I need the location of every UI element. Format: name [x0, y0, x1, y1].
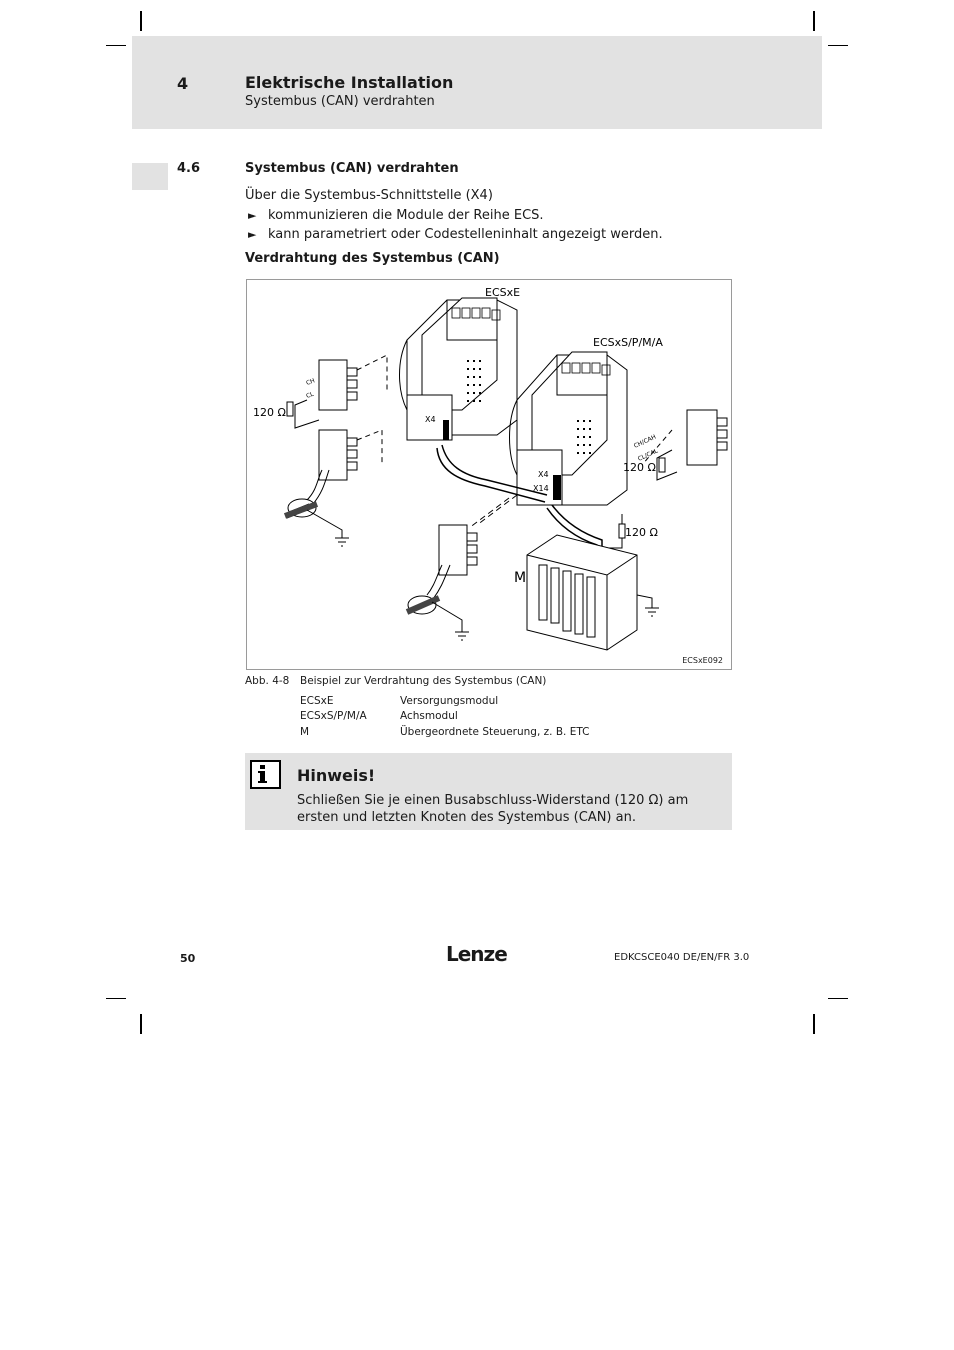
caption-text: Beispiel zur Verdrahtung des Systembus (CAN) [300, 675, 547, 687]
label-ch-left: CH [305, 377, 316, 387]
controller-m [527, 535, 659, 650]
wiring-diagram [247, 280, 733, 671]
figure-id: ECSxE092 [682, 656, 723, 665]
ecsxe-module [400, 298, 518, 440]
connector-bottom [427, 525, 477, 599]
chapter-subtitle: Systembus (CAN) verdrahten [245, 94, 435, 109]
note-box [245, 753, 732, 830]
section-title: Systembus (CAN) verdrahten [245, 161, 459, 176]
legend-term: ECSxE [300, 695, 334, 707]
ecsxs-module [510, 352, 628, 505]
header-band [132, 36, 822, 129]
bullet-item [248, 208, 544, 223]
intro-text: Über die Systembus-Schnittstelle (X4) [245, 188, 493, 203]
label-ch-right: CH/CAH [632, 433, 658, 450]
crop-mark [140, 11, 142, 31]
label-ecsxs: ECSxS/P/M/A [593, 336, 663, 349]
subheading: Verdrahtung des Systembus (CAN) [245, 251, 500, 266]
note-title: Hinweis! [297, 766, 376, 785]
crop-mark [828, 45, 848, 46]
lenze-logo: Lenze [446, 942, 507, 966]
connector-left-top [295, 360, 357, 428]
cable-bottom [407, 596, 469, 640]
label-ecsxe: ECSxE [485, 286, 521, 299]
label-x14: X14 [533, 484, 549, 493]
label-x4-right: X4 [538, 470, 549, 479]
label-cl-right: CL/CAL [636, 447, 660, 463]
wiring-figure [246, 279, 732, 670]
bullet-item [248, 227, 663, 242]
legend-term: M [300, 726, 310, 738]
label-120-ohm-bottom: 120 Ω [625, 526, 658, 539]
caption-number: Abb. 4-8 [245, 675, 290, 687]
crop-mark [813, 1014, 815, 1034]
info-icon [250, 760, 281, 789]
section-number: 4.6 [177, 161, 201, 176]
label-120-ohm-left: 120 Ω [253, 406, 286, 419]
connector-right [657, 410, 727, 480]
label-120-ohm-right: 120 Ω [623, 461, 656, 474]
document-id: EDKCSCE040 DE/EN/FR 3.0 [614, 952, 750, 963]
crop-mark [828, 998, 848, 999]
label-x4-left: X4 [425, 415, 436, 424]
note-text: Schließen Sie je einen Busabschluss-Widerstand (120 Ω) am ersten und letzten Knoten des Systembus (CAN) an. [297, 793, 689, 825]
crop-mark [106, 998, 126, 999]
label-m: M [514, 570, 527, 586]
legend-desc: Versorgungsmodul [400, 695, 499, 707]
bullet-text: kann parametriert oder Codestelleninhalt angezeigt werden. [268, 227, 663, 242]
chapter-title: Elektrische Installation [245, 73, 454, 92]
page-number: 50 [180, 952, 196, 965]
legend-term: ECSxS/P/M/A [300, 710, 367, 722]
label-cl-left: CL [305, 390, 315, 400]
side-tab [132, 163, 168, 190]
cable-left [285, 499, 349, 546]
crop-mark [106, 45, 126, 46]
crop-mark [140, 1014, 142, 1034]
legend-desc: Übergeordnete Steuerung, z. B. ETC [400, 726, 590, 738]
bullet-text: kommunizieren die Module der Reihe ECS. [268, 208, 544, 223]
bullet-arrow-icon: ► [248, 209, 257, 222]
legend-desc: Achsmodul [400, 710, 458, 722]
connector-left-bottom [307, 430, 357, 504]
chapter-number: 4 [177, 74, 189, 93]
bullet-arrow-icon: ► [248, 228, 257, 241]
crop-mark [813, 11, 815, 31]
